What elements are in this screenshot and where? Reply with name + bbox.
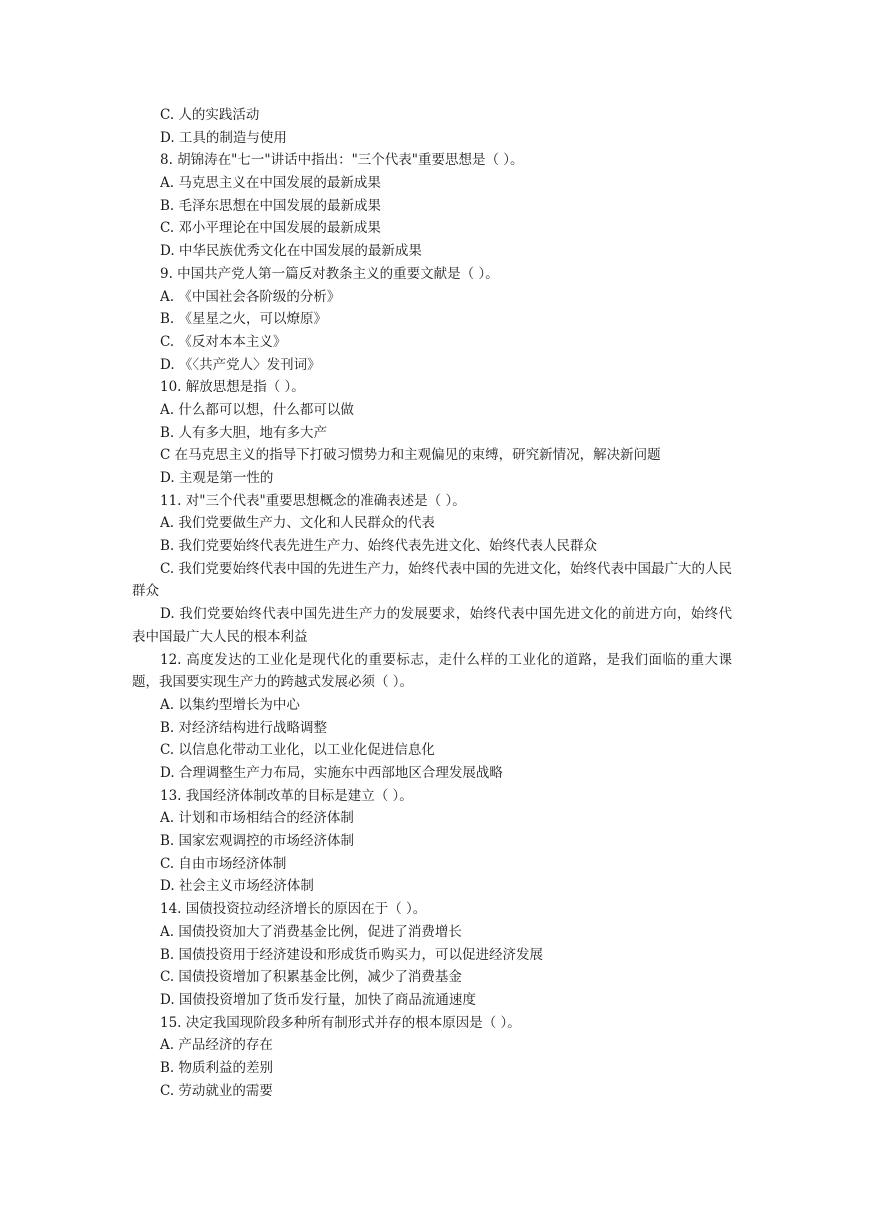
option-line: D. 国债投资增加了货币发行量，加快了商品流通速度: [160, 991, 476, 1008]
option-line: A. 什么都可以想，什么都可以做: [160, 401, 354, 418]
question-line: 13. 我国经济体制改革的目标是建立（ ）。: [160, 787, 413, 804]
option-line: B. 人有多大胆，地有多大产: [160, 424, 328, 441]
question-line: 11. 对"三个代表"重要思想概念的准确表述是（ ）。: [160, 492, 466, 509]
option-line: B. 我们党要始终代表先进生产力、始终代表先进文化、始终代表人民群众: [160, 538, 598, 555]
question-line: 14. 国债投资拉动经济增长的原因在于（ ）。: [160, 901, 427, 918]
option-line: A. 《中国社会各阶级的分析》: [160, 288, 341, 305]
option-line: B. 物质利益的差别: [160, 1059, 274, 1076]
option-line: D. 社会主义市场经济体制: [160, 878, 314, 895]
option-paragraph: C. 我们党要始终代表中国的先进生产力，始终代表中国的先进文化，始终代表中国最广大的人民群众: [132, 560, 732, 600]
option-line: D. 中华民族优秀文化在中国发展的最新成果: [160, 243, 422, 260]
option-line: A. 我们党要做生产力、文化和人民群众的代表: [160, 515, 435, 532]
option-line: B. 国家宏观调控的市场经济体制: [160, 833, 355, 850]
question-line: 10. 解放思想是指（ ）。: [160, 379, 305, 396]
option-line: A. 以集约型增长为中心: [160, 696, 300, 713]
question-line: 9. 中国共产党人第一篇反对教条主义的重要文献是（ ）。: [160, 265, 499, 282]
option-line: D. 《〈共产党人〉发刊词》: [160, 356, 321, 373]
option-line: D. 主观是第一性的: [160, 470, 274, 486]
option-line: C. 自由市场经济体制: [160, 855, 287, 872]
option-line: B. 对经济结构进行战略调整: [160, 719, 328, 736]
document-page: [132, 104, 732, 1102]
option-paragraph: D. 我们党要始终代表中国先进生产力的发展要求，始终代表中国先进文化的前进方向，始终代表中国最广大人民的根本利益: [132, 606, 732, 645]
option-line: A. 产品经济的存在: [160, 1037, 273, 1054]
option-line: B. 国债投资用于经济建设和形成货币购买力，可以促进经济发展: [160, 946, 544, 963]
option-line: B. 毛泽东思想在中国发展的最新成果: [160, 197, 382, 214]
option-line: B. 《星星之火，可以燎原》: [160, 311, 328, 328]
option-line: A. 马克思主义在中国发展的最新成果: [160, 175, 381, 192]
option-line: C. 国债投资增加了积累基金比例，减少了消费基金: [160, 969, 462, 986]
question-line: 8. 胡锦涛在"七一"讲话中指出："三个代表"重要思想是（ ）。: [160, 152, 524, 169]
option-line: A. 计划和市场相结合的经济体制: [160, 810, 354, 827]
option-line: D. 合理调整生产力布局，实施东中西部地区合理发展战略: [160, 765, 503, 782]
option-line: C. 邓小平理论在中国发展的最新成果: [160, 220, 381, 237]
option-line: C. 《反对本本主义》: [160, 333, 287, 350]
option-line: C. 劳动就业的需要: [160, 1082, 273, 1099]
option-line: A. 国债投资加大了消费基金比例，促进了消费增长: [160, 923, 462, 940]
option-line: C. 以信息化带动工业化，以工业化促进信息化: [160, 742, 435, 759]
option-line: C 在马克思主义的指导下打破习惯势力和主观偏见的束缚，研究新情况，解决新问题: [160, 447, 661, 464]
question-paragraph: 12. 高度发达的工业化是现代化的重要标志，走什么样的工业化的道路，是我们面临的重大课题，我国要实现生产力的跨越式发展必须（ ）。: [132, 651, 732, 691]
option-line: D. 工具的制造与使用: [160, 129, 287, 146]
question-line: 15. 决定我国现阶段多种所有制形式并存的根本原因是（ ）。: [160, 1014, 521, 1031]
option-line: C. 人的实践活动: [160, 107, 260, 123]
